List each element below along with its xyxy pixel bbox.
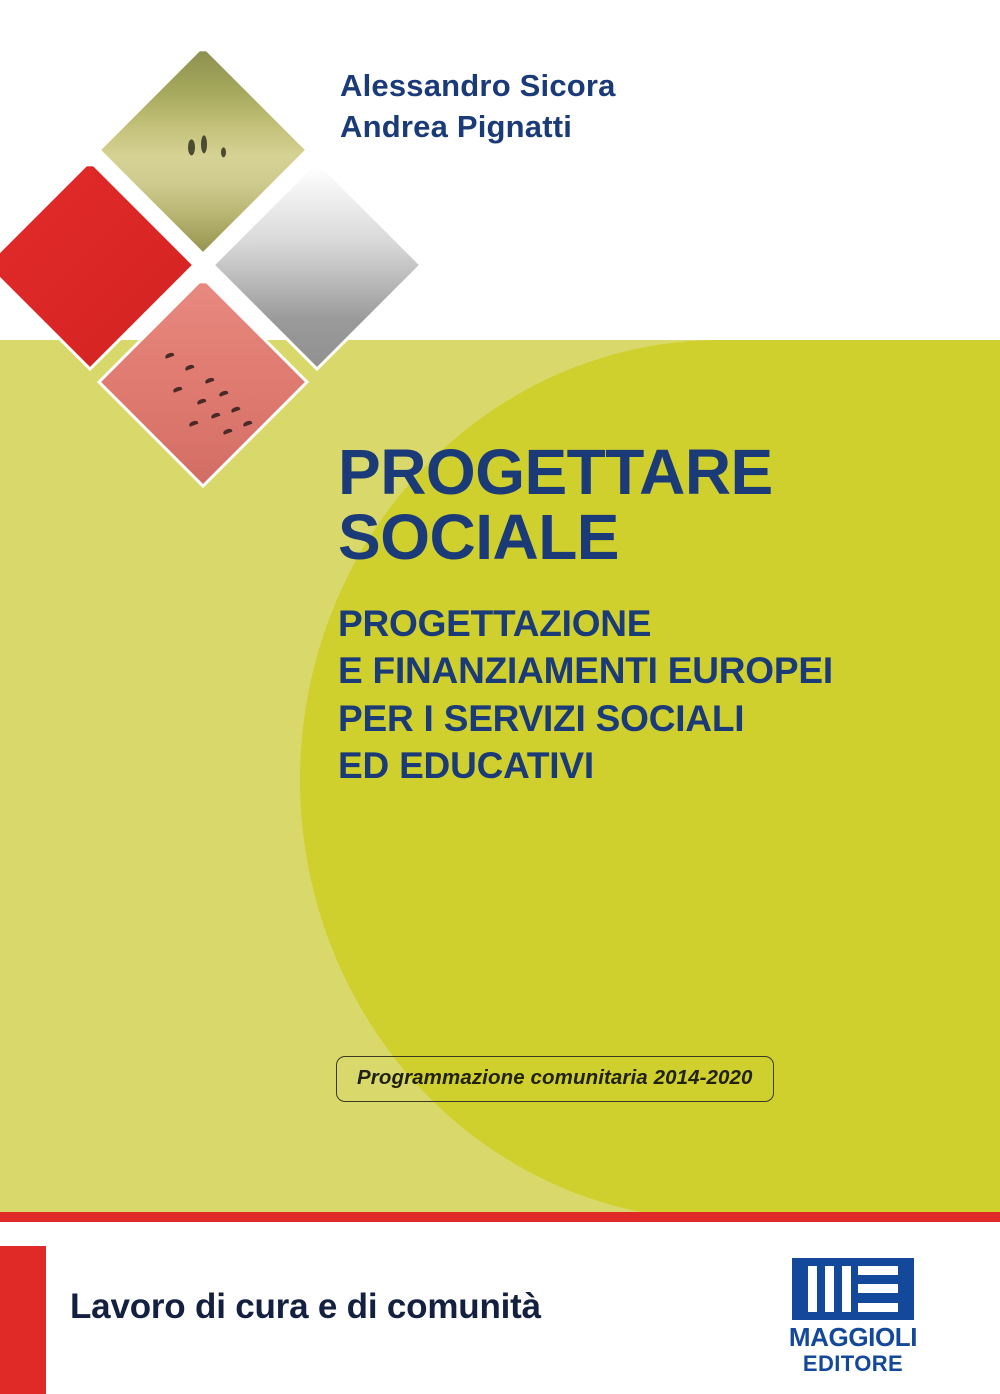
book-subtitle: [338, 600, 978, 789]
book-subtitle-line-1: PROGETTAZIONE: [338, 603, 652, 644]
red-divider-rule: [0, 1212, 1000, 1222]
author-name-1: Alessandro Sicora: [340, 68, 616, 103]
publisher-name: MAGGIOLI: [788, 1322, 918, 1352]
book-subtitle-line-2: E FINANZIAMENTI EUROPEI: [338, 650, 833, 692]
publisher-descriptor: EDITORE: [802, 1351, 904, 1376]
book-subtitle-line-4: ED EDUCATIVI: [338, 745, 594, 787]
book-title-line-2: SOCIALE: [338, 501, 619, 574]
publisher-logo: [788, 1258, 918, 1377]
book-title-line-1: PROGETTARE: [338, 436, 773, 508]
programme-badge: Programmazione comunitaria 2014-2020: [336, 1056, 774, 1102]
maggioli-bars-icon: [792, 1258, 914, 1320]
series-label: Lavoro di cura e di comunità: [70, 1287, 541, 1326]
author-name-2: Andrea Pignatti: [340, 108, 573, 144]
diamond-artwork-cluster: [10, 45, 370, 515]
red-corner-block: [0, 1246, 46, 1394]
book-subtitle-line-3: PER I SERVIZI SOCIALI: [338, 697, 745, 739]
author-list: [340, 66, 616, 148]
book-title: [338, 436, 958, 574]
